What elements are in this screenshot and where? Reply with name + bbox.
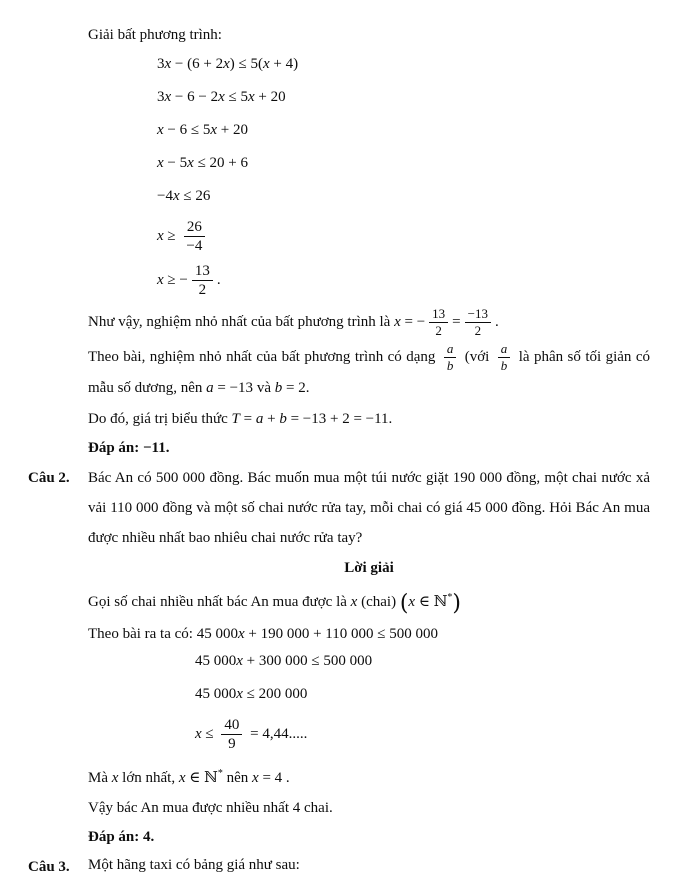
set-membership: x ∈ ℕ <box>178 770 218 787</box>
q2-bound <box>88 761 650 791</box>
fraction-numerator: 13 <box>429 307 448 323</box>
q2-equation-block <box>195 651 650 752</box>
reasoning-text: (với <box>460 349 494 365</box>
fraction-denominator: b <box>500 358 508 374</box>
question-2 <box>28 463 650 852</box>
open-paren: ( <box>399 591 409 617</box>
conclusion-text: Như vậy, nghiệm nhỏ nhất của bất phương trình là <box>88 313 395 330</box>
problem1-reasoning <box>88 342 650 404</box>
variable-x: x <box>350 594 358 611</box>
equation-line-1: 3x − (6 + 2x) ≤ 5(x + 4) <box>157 56 299 72</box>
equation-line-4: x − 5x ≤ 20 + 6 <box>157 155 249 171</box>
reasoning-text: và <box>253 380 275 397</box>
evaluation-text: Do đó, giá trị biểu thức <box>88 411 232 428</box>
fraction-a-over-b <box>444 342 457 373</box>
question-3 <box>28 852 650 882</box>
assumption-text: (chai) <box>357 594 400 611</box>
fraction-denominator: 2 <box>198 282 207 298</box>
fraction <box>429 307 448 338</box>
bound-text: Mà <box>88 770 112 787</box>
problem1-conclusion <box>88 307 650 338</box>
problem1-answer: Đáp án: −11. <box>88 440 170 457</box>
fraction-numerator: a <box>444 342 457 358</box>
star-superscript: * <box>217 768 223 780</box>
b-value: b = 2. <box>274 380 310 397</box>
fraction <box>465 307 491 338</box>
fraction-numerator: −13 <box>465 307 491 323</box>
fraction-numerator: 40 <box>221 717 242 735</box>
fraction-denominator: −4 <box>186 238 203 254</box>
evaluation-expression: T = a + b = −13 + 2 = −11. <box>231 411 393 428</box>
fraction <box>192 263 213 298</box>
fraction-numerator: 13 <box>192 263 213 281</box>
equation-suffix: = 4,44..... <box>246 726 308 742</box>
equation-prefix: x ≥ <box>157 227 180 244</box>
equation-prefix: x ≥ − <box>157 271 188 288</box>
bound-text: nên <box>222 770 253 787</box>
fraction-numerator: a <box>498 342 511 358</box>
problem1-equation-block <box>157 54 650 298</box>
problem1-evaluation <box>88 406 650 432</box>
equation-suffix: . <box>216 271 221 288</box>
equation-prefix: x ≤ <box>195 726 218 742</box>
reasoning-text: là phân số tối giản có mẫu số dương, nên <box>88 349 651 397</box>
q2-conclusion: Vậy bác An mua được nhiều nhất 4 chai. <box>88 800 333 817</box>
fraction-a-over-b <box>498 342 511 373</box>
solution-heading: Lời giải <box>344 560 394 577</box>
set-membership: x ∈ ℕ <box>408 594 448 611</box>
problem1-intro: Giải bất phương trình: <box>88 27 222 43</box>
question-3-body <box>88 852 650 882</box>
conclusion-math: x = − <box>394 313 426 330</box>
question-2-statement: Bác An có 500 000 đồng. Bác muốn mua một túi nước giặt 190 000 đồng, một chai nước xả vải 110 000 đồng và một số chai nước rửa tay, mỗi chai có giá 45 000 đồng. Hỏi Bác An mua được nhiều nhất bao nhiêu chai nước rửa tay? <box>88 470 650 547</box>
fraction-denominator: 2 <box>474 323 482 338</box>
inequality-3: 45 000x ≤ 200 000 <box>195 686 308 703</box>
assumption-text: Gọi số chai nhiều nhất bác An mua được là <box>88 594 351 611</box>
equation-line-3: x − 6 ≤ 5x + 20 <box>157 122 249 138</box>
reasoning-text: Theo bài, nghiệm nhỏ nhất của bất phương trình có dạng <box>88 349 440 365</box>
fraction <box>183 219 205 254</box>
bound-text: lớn nhất, <box>118 770 179 787</box>
star-superscript: * <box>447 592 453 604</box>
question-3-label: Câu 3. <box>28 859 70 876</box>
question-2-body <box>88 463 650 852</box>
equation-line-7 <box>157 263 650 298</box>
variable-x: x <box>111 770 119 787</box>
close-paren: ) <box>452 591 462 617</box>
equation-line-5: −4x ≤ 26 <box>157 188 211 204</box>
inequality-4 <box>195 717 650 752</box>
inequality-2: 45 000x + 300 000 ≤ 500 000 <box>195 653 373 670</box>
equation-line-2: 3x − 6 − 2x ≤ 5x + 20 <box>157 89 286 105</box>
question-2-label: Câu 2. <box>28 470 70 487</box>
equation-line-6 <box>157 219 650 254</box>
period: . <box>494 313 499 330</box>
q2-answer: Đáp án: 4. <box>88 829 155 846</box>
q2-setup <box>88 621 650 647</box>
setup-text: Theo bài ra ta có: <box>88 626 197 643</box>
inequality-1: 45 000x + 190 000 + 110 000 ≤ 500 000 <box>196 626 438 643</box>
x-result: x = 4 . <box>252 770 290 787</box>
a-value: a = −13 <box>206 380 254 397</box>
problem1-solution <box>88 24 650 461</box>
fraction-denominator: b <box>446 358 454 374</box>
fraction-numerator: 26 <box>184 219 205 237</box>
fraction <box>221 717 242 752</box>
fraction-denominator: 2 <box>435 323 442 338</box>
question-3-statement: Một hãng taxi có bảng giá như sau: <box>88 857 300 874</box>
equals-sign: = <box>452 313 461 330</box>
fraction-denominator: 9 <box>228 736 236 753</box>
q2-assumption <box>88 585 650 617</box>
